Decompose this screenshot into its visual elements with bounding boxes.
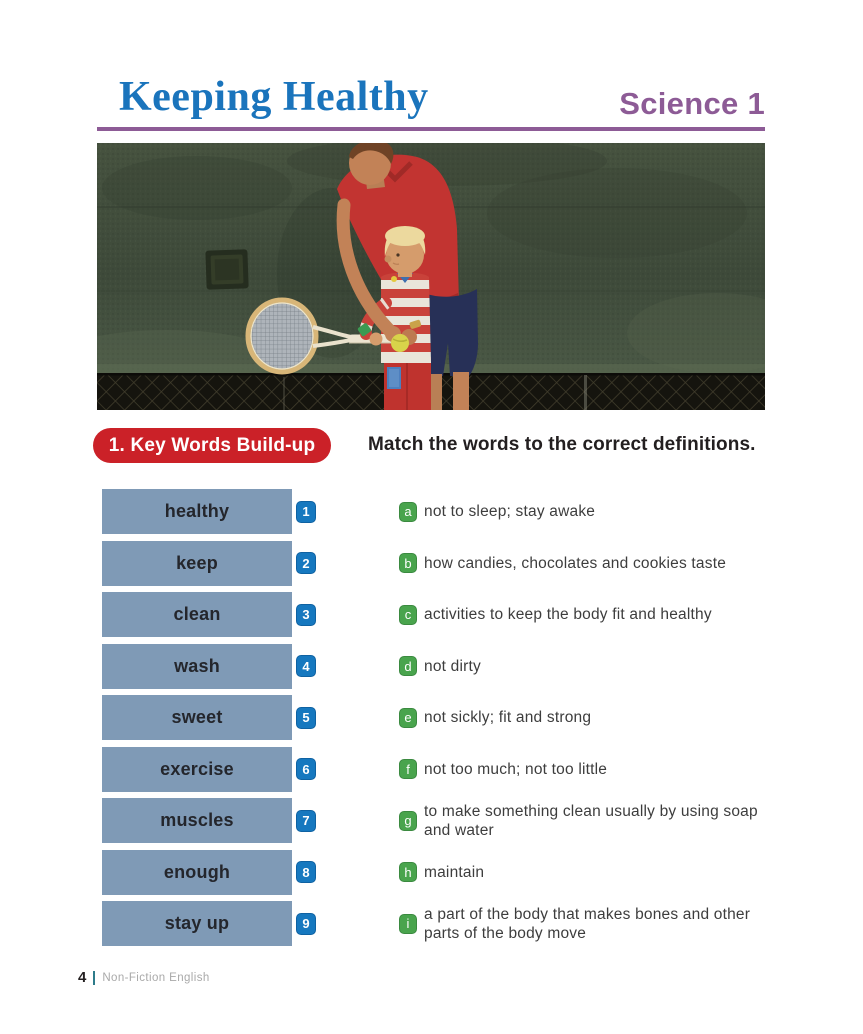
definitions-column [399, 489, 774, 946]
word-row [102, 489, 316, 534]
footer-separator [93, 971, 95, 985]
word-box-exercise: exercise [102, 747, 292, 792]
word-row [102, 747, 316, 792]
tennis-photo [97, 143, 765, 410]
word-row [102, 901, 316, 946]
word-box-muscles: muscles [102, 798, 292, 843]
word-row [102, 541, 316, 586]
definition-text: to make something clean usually by using soap and water [424, 802, 758, 839]
page-footer [78, 969, 210, 986]
photo-wall-patch [205, 249, 248, 289]
definition-text: not too much; not too little [424, 760, 608, 778]
subject-label: Science 1 [619, 86, 765, 121]
word-number-badge: 5 [296, 707, 316, 729]
definition-row [399, 850, 774, 895]
definition-row [399, 489, 774, 534]
definition-text: maintain [424, 863, 485, 881]
definition-letter-badge: e [399, 708, 417, 728]
word-row [102, 850, 316, 895]
word-box-sweet: sweet [102, 695, 292, 740]
definition-text: activities to keep the body fit and healthy [424, 606, 712, 623]
definition-row [399, 798, 774, 843]
word-box-stay-up: stay up [102, 901, 292, 946]
definition-letter-badge: c [399, 605, 417, 625]
word-number-badge: 4 [296, 655, 316, 677]
definition-letter-badge: f [399, 759, 417, 779]
word-box-clean: clean [102, 592, 292, 637]
word-row [102, 592, 316, 637]
definition-row [399, 695, 774, 740]
definition-text: not to sleep; stay awake [424, 503, 596, 520]
definition-row [399, 747, 774, 792]
section-badge: 1. Key Words Build-up [93, 428, 331, 463]
definition-text: a part of the body that makes bones and other parts of the body move [424, 905, 751, 942]
activity-instruction: Match the words to the correct definitions. [368, 434, 756, 455]
header-divider [97, 127, 765, 131]
page-number: 4 [78, 969, 87, 986]
series-title: Non-Fiction English [102, 971, 210, 984]
definition-row [399, 541, 774, 586]
definition-row [399, 901, 774, 946]
definition-row [399, 592, 774, 637]
tennis-photo-illustration [97, 143, 765, 410]
definition-text: not dirty [424, 657, 481, 675]
definition-letter-badge: b [399, 553, 417, 573]
word-box-enough: enough [102, 850, 292, 895]
words-column [102, 489, 316, 946]
definition-letter-badge: d [399, 656, 417, 676]
word-number-badge: 2 [296, 552, 316, 574]
word-box-keep: keep [102, 541, 292, 586]
word-row [102, 798, 316, 843]
definition-letter-badge: i [399, 914, 417, 934]
definition-letter-badge: h [399, 862, 417, 882]
word-row [102, 644, 316, 689]
word-number-badge: 1 [296, 501, 316, 523]
photo-boy [379, 226, 433, 410]
definition-letter-badge: g [399, 811, 417, 831]
page-title: Keeping Healthy [119, 74, 429, 120]
word-number-badge: 6 [296, 758, 316, 780]
word-number-badge: 9 [296, 913, 316, 935]
word-box-wash: wash [102, 644, 292, 689]
word-number-badge: 7 [296, 810, 316, 832]
word-box-healthy: healthy [102, 489, 292, 534]
word-number-badge: 3 [296, 604, 316, 626]
definition-text: not sickly; fit and strong [424, 709, 592, 726]
word-number-badge: 8 [296, 861, 316, 883]
word-row [102, 695, 316, 740]
definition-text: how candies, chocolates and cookies taste [424, 554, 727, 572]
definition-row [399, 644, 774, 689]
definition-letter-badge: a [399, 502, 417, 522]
